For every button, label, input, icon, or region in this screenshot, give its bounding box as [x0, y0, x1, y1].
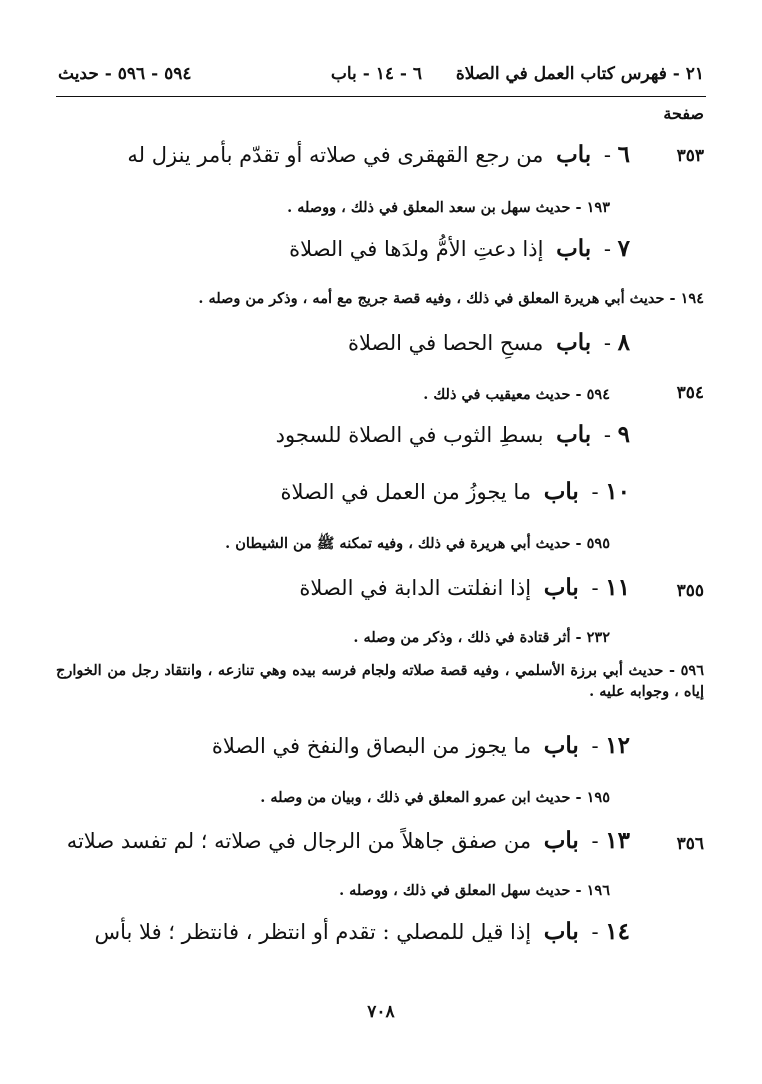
bab-title: ما يجوز من البصاق والنفخ في الصلاة — [211, 734, 532, 758]
bab-title: ما يجوزُ من العمل في الصلاة — [280, 480, 532, 504]
bab-number: ١٣ — [605, 827, 630, 854]
page-number-356: ٣٥٦ — [676, 834, 704, 854]
hadith-195: ١٩٥ - حديث ابن عمرو المعلق في ذلك ، وبيان من وصله . — [260, 789, 610, 806]
bab-title: إذا دعتِ الأمُّ ولدَها في الصلاة — [289, 237, 544, 261]
running-header-chapter: ٢١ - فهرس كتاب العمل في الصلاة — [455, 64, 704, 84]
bab-keyword: باب — [556, 329, 592, 356]
bab-number: ١٢ — [605, 732, 630, 759]
header-rule — [56, 96, 706, 97]
page-number-353: ٣٥٣ — [676, 146, 704, 166]
bab-heading-12: ١٢ - باب ما يجوز من البصاق والنفخ في الصلاة — [211, 732, 630, 759]
hadith-196: ١٩٦ - حديث سهل المعلق في ذلك ، ووصله . — [339, 882, 610, 899]
bab-title: بسطِ الثوب في الصلاة للسجود — [275, 423, 544, 447]
hadith-232: ٢٣٢ - أثر قتادة في ذلك ، وذكر من وصله . — [353, 629, 610, 646]
bab-title: من صفق جاهلاً من الرجال في صلاته ؛ لم تفسد صلاته — [66, 829, 532, 853]
bab-number: ١٠ — [605, 478, 630, 505]
bab-number: ٦ — [617, 141, 630, 168]
running-header-hadiths: ٥٩٤ - ٥٩٦ - حديث — [58, 64, 192, 84]
bab-title: من رجع القهقرى في صلاته أو تقدّم بأمر ينزل له — [127, 143, 544, 167]
bab-title: مسحِ الحصا في الصلاة — [347, 331, 544, 355]
hadith-194: ١٩٤ - حديث أبي هريرة المعلق في ذلك ، وفيه قصة جريج مع أمه ، وذكر من وصله . — [198, 290, 704, 307]
bab-title: إذا قيل للمصلي : تقدم أو انتظر ، فانتظر ؛ فلا بأس — [94, 920, 532, 944]
bab-keyword: باب — [543, 827, 579, 854]
bab-heading-13: ١٣ - باب من صفق جاهلاً من الرجال في صلاته ؛ لم تفسد صلاته — [66, 827, 630, 854]
bab-heading-7: ٧ - باب إذا دعتِ الأمُّ ولدَها في الصلاة — [289, 235, 630, 262]
bab-keyword: باب — [556, 141, 592, 168]
bab-number: ٩ — [617, 421, 630, 448]
page-number-354: ٣٥٤ — [676, 383, 704, 403]
bab-number: ٧ — [617, 235, 630, 262]
bab-heading-14: ١٤ - باب إذا قيل للمصلي : تقدم أو انتظر ، فانتظر ؛ فلا بأس — [94, 918, 630, 945]
bab-keyword: باب — [543, 478, 579, 505]
page-number-355: ٣٥٥ — [676, 581, 704, 601]
bab-heading-8: ٨ - باب مسحِ الحصا في الصلاة — [347, 329, 630, 356]
bab-keyword: باب — [556, 421, 592, 448]
bab-heading-10: ١٠ - باب ما يجوزُ من العمل في الصلاة — [280, 478, 630, 505]
bab-title: إذا انفلتت الدابة في الصلاة — [299, 576, 532, 600]
bab-heading-9: ٩ - باب بسطِ الثوب في الصلاة للسجود — [275, 421, 630, 448]
page-footer-number: ٧٠٨ — [367, 1002, 395, 1022]
bab-number: ١٤ — [605, 918, 630, 945]
page-column-label: صفحة — [663, 104, 704, 123]
bab-number: ٨ — [617, 329, 630, 356]
hadith-193: ١٩٣ - حديث سهل بن سعد المعلق في ذلك ، ووصله . — [287, 199, 610, 216]
running-header-sections: ٦ - ١٤ - باب — [330, 64, 422, 84]
hadith-594: ٥٩٤ - حديث معيقيب في ذلك . — [423, 386, 610, 403]
bab-number: ١١ — [605, 574, 630, 601]
bab-keyword: باب — [543, 918, 579, 945]
bab-keyword: باب — [556, 235, 592, 262]
bab-keyword: باب — [543, 732, 579, 759]
hadith-596: ٥٩٦ - حديث أبي برزة الأسلمي ، وفيه قصة صلاته ولجام فرسه بيده وهي تنازعه ، وانتقاد رجل من الخوارج إياه ، وجوابه عليه . — [56, 662, 704, 701]
bab-heading-11: ١١ - باب إذا انفلتت الدابة في الصلاة — [299, 574, 630, 601]
bab-heading-6: ٦ - باب من رجع القهقرى في صلاته أو تقدّم بأمر ينزل له — [127, 141, 630, 168]
bab-keyword: باب — [543, 574, 579, 601]
hadith-595: ٥٩٥ - حديث أبي هريرة في ذلك ، وفيه تمكنه ﷺ من الشيطان . — [225, 535, 610, 552]
